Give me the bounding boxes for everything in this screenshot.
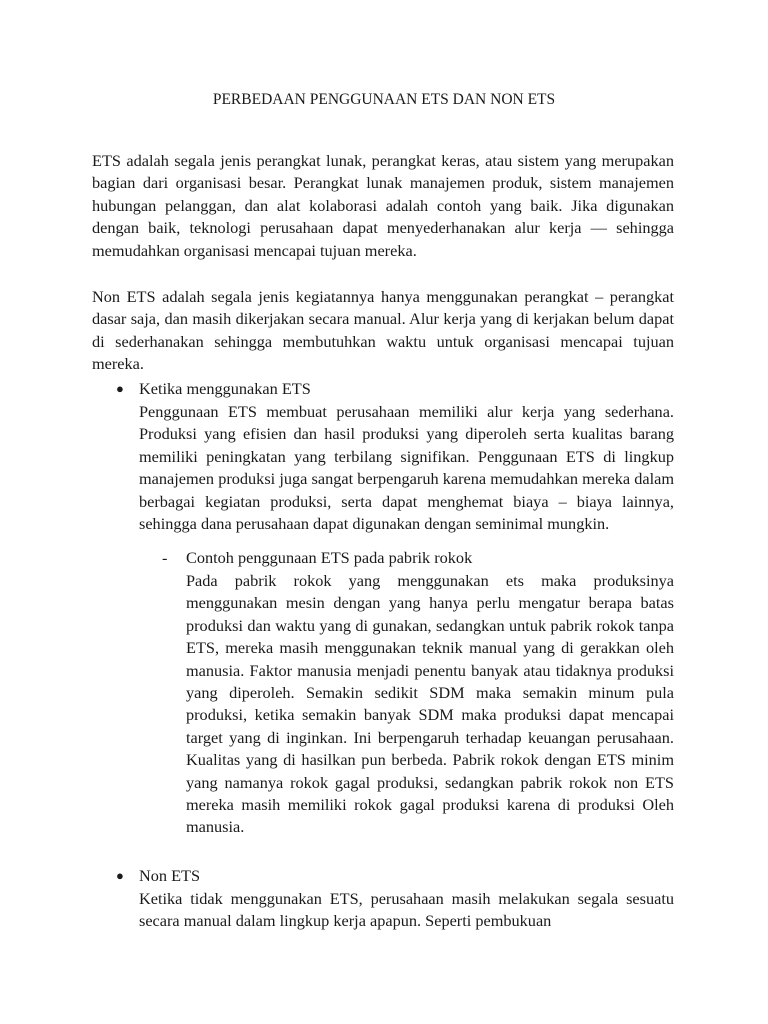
list-item-title: Ketika menggunakan ETS [139, 379, 311, 398]
bullet-icon: ● [116, 381, 124, 396]
document-title: PERBEDAAN PENGGUNAAN ETS DAN NON ETS [212, 91, 556, 108]
paragraph-non-ets-definition: Non ETS adalah segala jenis kegiatannya hanya menggunakan perangkat – perangkat dasar saja, dan masih dikerjakan secara manual. Alur kerja yang di kerjakan belum dapat di sederhanakan sehingga membutuhkan waktu untuk organisasi mencapai tujuan mereka. [92, 287, 674, 374]
sub-item-title: Contoh penggunaan ETS pada pabrik rokok [186, 548, 473, 567]
sub-item-body: Pada pabrik rokok yang menggunakan ets maka produksinya menggunakan mesin dengan yang hanya perlu mengatur berapa batas produksi dan waktu yang di gunakan, sedangkan untuk pabrik rokok tanpa ETS, mereka masih menggunakan teknik manual yang di gerakkan oleh manusia. Faktor manusia menjadi penentu banyak atau tidaknya produksi yang diperoleh. Semakin sedikit SDM maka semakin minum pula produksi, ketika semakin banyak SDM maka produksi dapat mencapai target yang di inginkan. Ini berpengaruh terhadap keuangan perusahaan. Kualitas yang di hasilkan pun berbeda. Pabrik rokok dengan ETS minim yang namanya rokok gagal produksi, sedangkan pabrik rokok non ETS mereka masih memiliki rokok gagal produksi karena di produksi Oleh manusia. [186, 571, 674, 837]
paragraph-ets-definition: ETS adalah segala jenis perangkat lunak, perangkat keras, atau sistem yang merupakan bagian dari organisasi besar. Perangkat lunak manajemen produk, sistem manajemen hubungan pelanggan, dan alat kolaborasi adalah contoh yang baik. Jika digunakan dengan baik, teknologi perusahaan dapat menyederhanakan alur kerja — sehingga memudahkan organisasi mencapai tujuan mereka. [92, 151, 674, 260]
list-item-title: Non ETS [139, 866, 201, 885]
list-item-body: Ketika tidak menggunakan ETS, perusahaan masih melakukan segala sesuatu secara manual dalam lingkup kerja apapun. Seperti pembukuan [139, 889, 674, 931]
list-item-body: Penggunaan ETS membuat perusahaan memiliki alur kerja yang sederhana. Produksi yang efisien dan hasil produksi yang diperoleh serta kualitas barang memiliki peningkatan yang terbilang signifikan. Penggunaan ETS di lingkup manajemen produksi juga sangat berpengaruh karena memudahkan mereka dalam berbagai kegiatan produksi, serta dapat menghemat biaya – biaya lainnya, sehingga dana perusahaan dapat digunakan dengan seminimal mungkin. [139, 402, 674, 534]
dash-bullet-icon: - [162, 548, 168, 567]
bullet-icon: ● [116, 868, 124, 883]
